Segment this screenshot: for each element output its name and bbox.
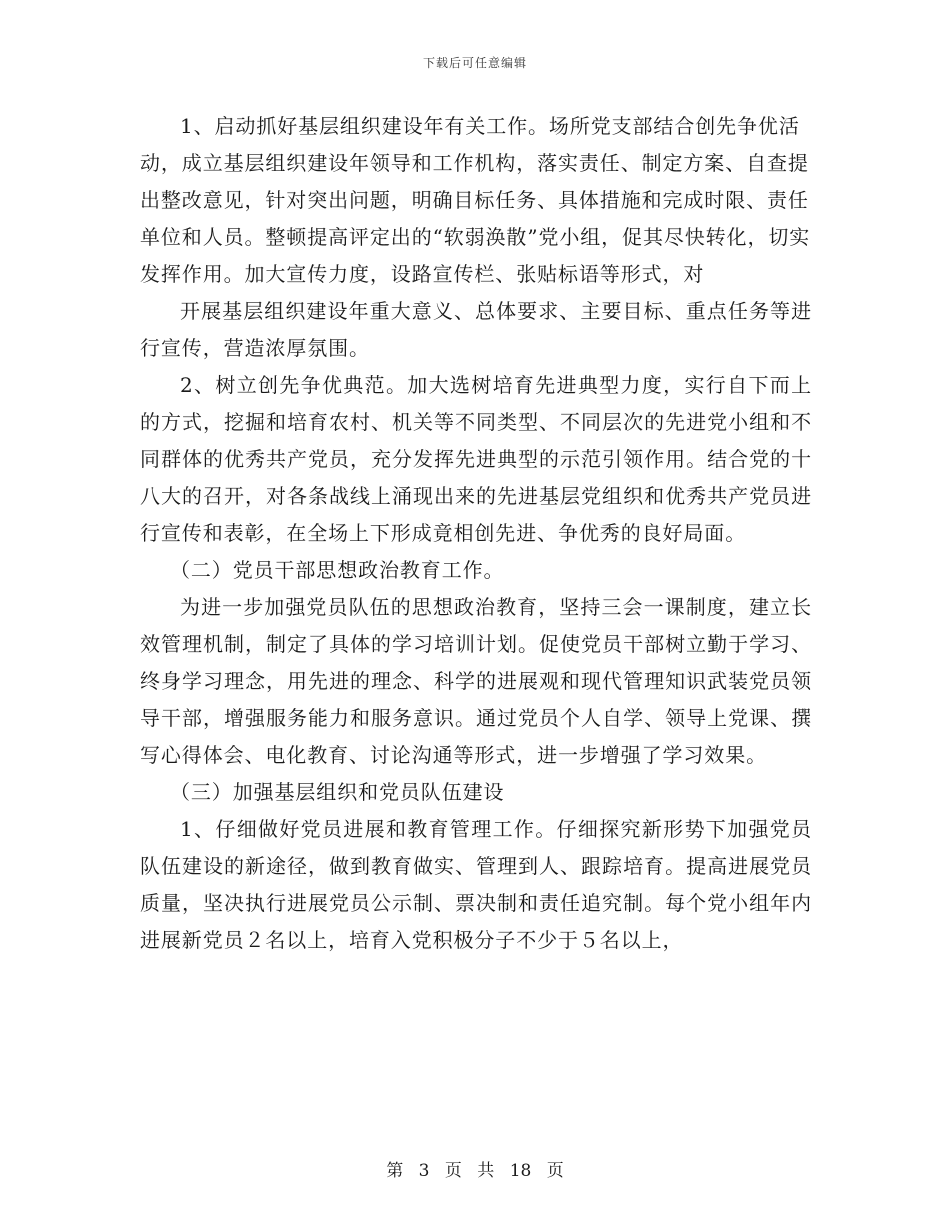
paragraph-3: 2、树立创先争优典范。加大选树培育先进典型力度，实行自下而上的方式，挖掘和培育农村、机关等不同类型、不同层次的先进党小组和不同群体的优秀共产党员，充分发挥先进典型的示范引领作用。结合党的十八大的召开，对各条战线上涌现出来的先进基层党组织和优秀共产党员进行宣传和表彰，在全场上下形成竟相创先进、争优秀的良好局面。 (140, 373, 812, 545)
footer-page-number: 3 (418, 1161, 430, 1181)
paragraph-2: 开展基层组织建设年重大意义、总体要求、主要目标、重点任务等进行宣传，营造浓厚氛围。 (140, 299, 812, 360)
paragraph-4: 为进一步加强党员队伍的思想政治教育，坚持三会一课制度，建立长效管理机制，制定了具体的学习培训计划。促使党员干部树立勤于学习、终身学习理念，用先进的理念、科学的进展观和现代管理知识武装党员领导干部，增强服务能力和服务意识。通过党员个人自学、领导上党课、撰写心得体会、电化教育、讨论沟通等形式，进一步增强了学习效果。 (140, 595, 812, 767)
footer-total-label: 共 (477, 1161, 495, 1181)
paragraph-5: 1、仔细做好党员进展和教育管理工作。仔细探究新形势下加强党员队伍建设的新途径，做到教育做实、管理到人、跟踪培育。提高进展党员质量，坚决执行进展党员公示制、票决制和责任追究制。每个党小组年内进展新党员２名以上，培育入党积极分子不少于５名以上， (140, 817, 812, 952)
header-note: 下载后可任意编辑 (422, 56, 527, 70)
document-body (140, 108, 812, 959)
paragraph-1: 1、启动抓好基层组织建设年有关工作。场所党支部结合创先争优活动，成立基层组织建设年领导和工作机构，落实责任、制定方案、自查提出整改意见，针对突出问题，明确目标任务、具体措施和完成时限、责任单位和人员。整顿提高评定出的“软弱涣散”党小组，促其尽快转化，切实发挥作用。加大宣传力度，设路宣传栏、张贴标语等形式，对 (140, 114, 811, 286)
section-heading-3: （三）加强基层组织和党员队伍建设 (170, 780, 505, 804)
footer-page-word: 页 (444, 1161, 462, 1181)
footer-suffix: 页 (546, 1161, 564, 1181)
footer-total-pages: 18 (509, 1161, 532, 1181)
section-heading-2: （二）党员干部思想政治教育工作。 (170, 558, 505, 582)
page-footer (0, 1156, 950, 1181)
footer-prefix: 第 (386, 1161, 404, 1181)
